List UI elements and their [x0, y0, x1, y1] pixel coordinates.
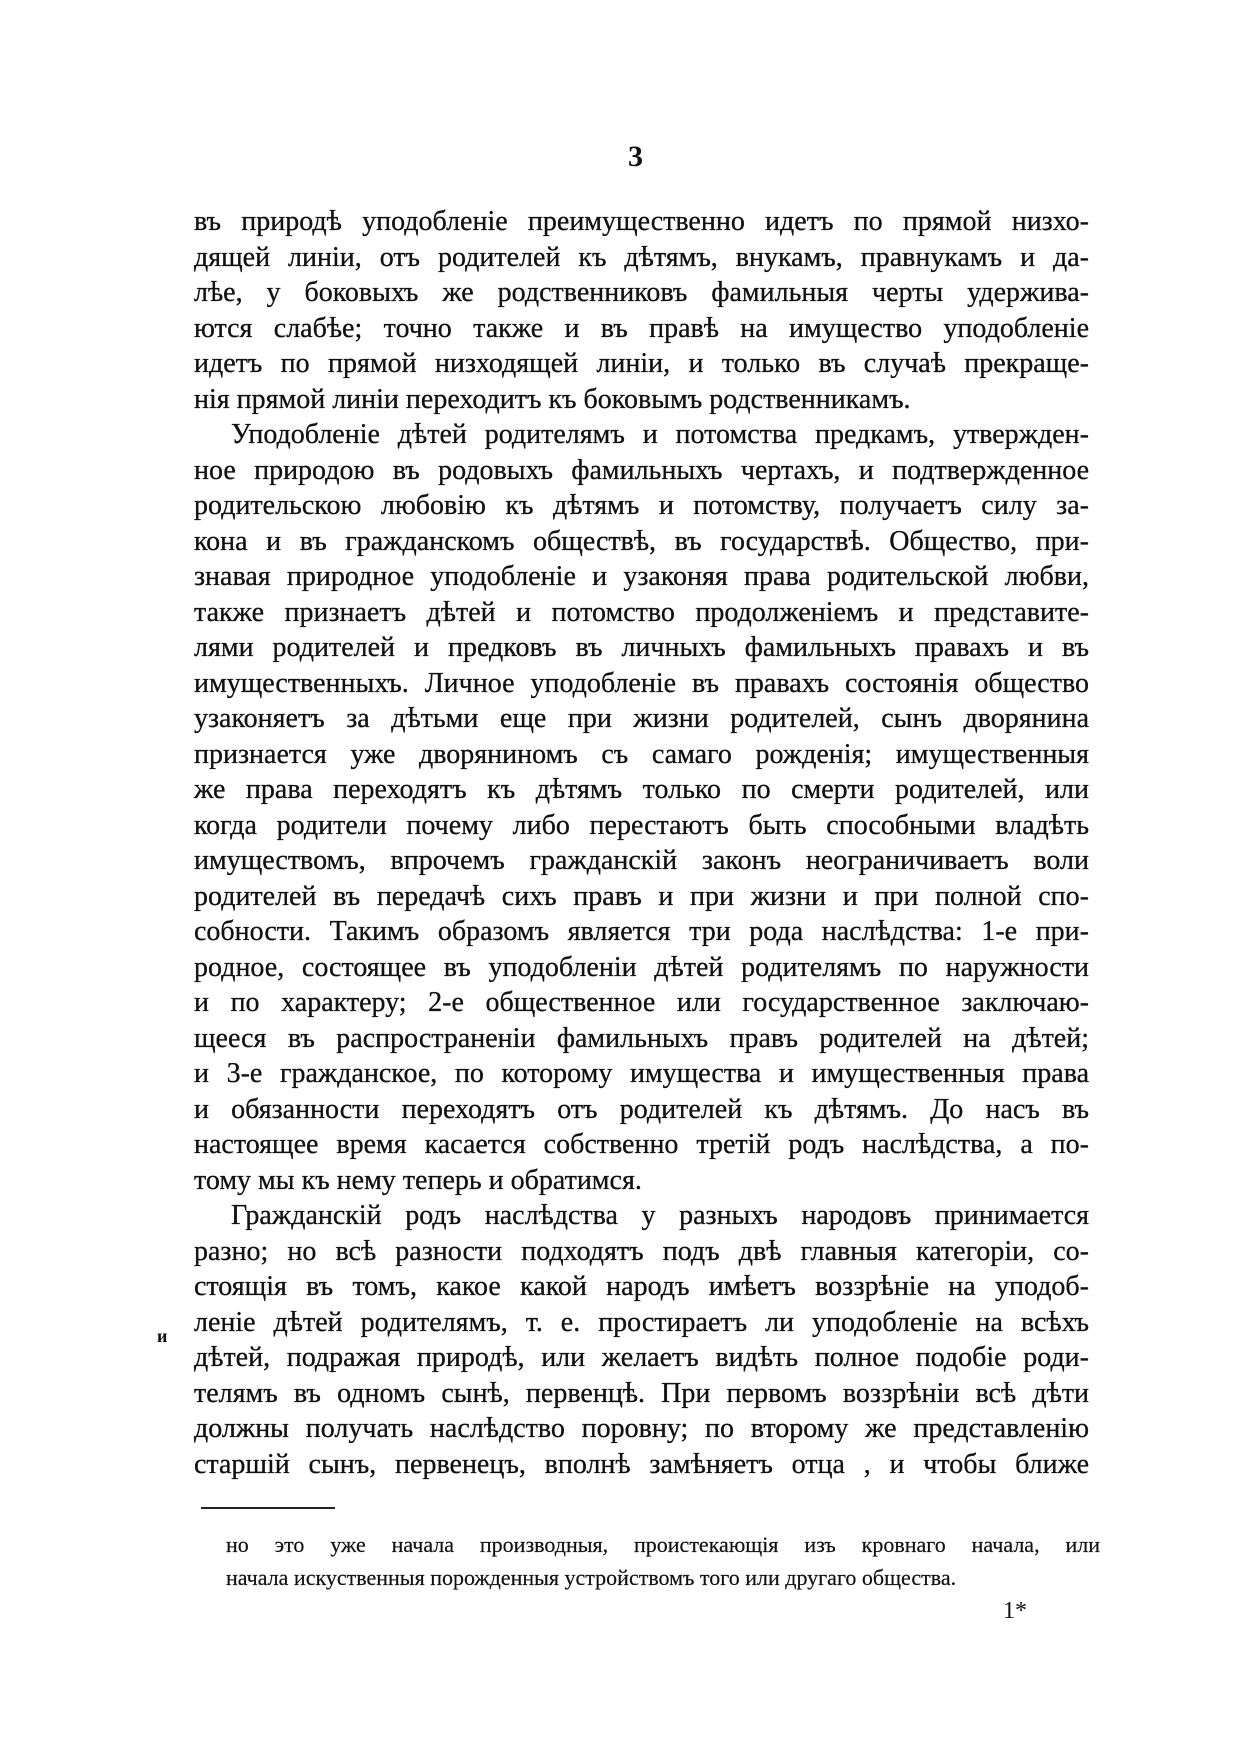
text-line: старшій сынъ, первенецъ, вполнѣ замѣняетъ отца , и чтобы ближе: [194, 1448, 1089, 1480]
text-line: родительскою любовію къ дѣтямъ и потомству, получаетъ силу за-: [194, 490, 1089, 521]
page-number: 3: [628, 140, 643, 173]
text-line: когда родители почему либо перестаютъ быть способными владѣть: [194, 809, 1089, 841]
text-line: должны получать наслѣдство поровну; по второму же представленію: [194, 1413, 1089, 1444]
text-line: въ природѣ уподобленіе преимущественно идетъ по прямой низхо-: [194, 206, 1089, 237]
signature-mark: 1*: [1003, 1598, 1027, 1624]
text-line: знавая природное уподобленіе и узаконяя права родительской любви,: [194, 561, 1089, 592]
text-line: и по характеру; 2-е общественное или государственное заключаю-: [194, 987, 1089, 1018]
text-line: ное природою въ родовыхъ фамильныхъ чертахъ, и подтвержденное: [194, 454, 1089, 486]
text-line: лями родителей и предковъ въ личныхъ фамильныхъ правахъ и въ: [194, 632, 1089, 663]
text-line: стоящія въ томъ, какое какой народъ имѣетъ воззрѣніе на уподоб-: [194, 1271, 1089, 1302]
text-line: имущественныхъ. Личное уподобленіе въ правахъ состоянія общество: [194, 667, 1089, 699]
text-line: нія прямой линіи переходитъ къ боковымъ родственникамъ.: [194, 383, 911, 415]
text-line: Гражданскій родъ наслѣдства у разныхъ народовъ принимается: [231, 1200, 1089, 1231]
text-line: кона и въ гражданскомъ обществѣ, въ государствѣ. Общество, при-: [194, 525, 1089, 557]
text-line: родное, состоящее въ уподобленіи дѣтей родителямъ по наружности: [194, 951, 1089, 983]
margin-mark: и: [157, 1326, 168, 1346]
text-line: леніе дѣтей родителямъ, т. е. простираетъ ли уподобленіе на всѣхъ: [194, 1306, 1089, 1338]
text-line: щееся въ распространеніи фамильныхъ правъ родителей на дѣтей;: [194, 1022, 1089, 1054]
text-line: узаконяетъ за дѣтьми еще при жизни родителей, сынъ дворянина: [194, 703, 1089, 734]
text-line: телямъ въ одномъ сынѣ, первенцѣ. При первомъ воззрѣніи всѣ дѣти: [194, 1377, 1089, 1409]
text-line: и 3-е гражданское, по которому имущества и имущественныя права: [194, 1058, 1089, 1089]
footnote-line: но это уже начала производныя, проистекающія изъ кровнаго начала, или: [226, 1532, 1100, 1557]
footnote-divider: [201, 1507, 335, 1509]
text-line: дѣтей, подражая природѣ, или желаетъ видѣть полное подобіе роди-: [194, 1342, 1089, 1373]
text-line: ются слабѣе; точно также и въ правѣ на имущество уподобленіе: [194, 312, 1089, 344]
text-line: признается уже дворяниномъ съ самаго рожденія; имущественныя: [194, 738, 1089, 770]
text-line: собности. Такимъ образомъ является три рода наслѣдства: 1-е при-: [194, 916, 1089, 947]
text-line: и обязанности переходятъ отъ родителей къ дѣтямъ. До насъ въ: [194, 1093, 1089, 1125]
text-line: родителей въ передачѣ сихъ правъ и при жизни и при полной спо-: [194, 880, 1089, 912]
text-line: также признаетъ дѣтей и потомство продолженіемъ и представите-: [194, 596, 1089, 628]
footnote-line: начала искуственныя порожденныя устройствомъ того или другаго общества.: [226, 1565, 957, 1590]
text-line: лѣе, у боковыхъ же родственниковъ фамильныя черты удержива-: [194, 277, 1089, 308]
text-line: имуществомъ, впрочемъ гражданскій законъ неограничиваетъ воли: [194, 845, 1089, 876]
text-line: разно; но всѣ разности подходятъ подъ двѣ главныя категоріи, со-: [194, 1235, 1089, 1267]
text-line: Уподобленіе дѣтей родителямъ и потомства предкамъ, утвержден-: [231, 419, 1089, 450]
text-line: настоящее время касается собственно третій родъ наслѣдства, а по-: [194, 1129, 1089, 1160]
text-line: тому мы къ нему теперь и обратимся.: [194, 1164, 642, 1196]
text-line: идетъ по прямой низходящей линіи, и только въ случаѣ прекраще-: [194, 348, 1089, 379]
text-line: дящей линіи, отъ родителей къ дѣтямъ, внукамъ, правнукамъ и да-: [194, 241, 1089, 273]
text-line: же права переходятъ къ дѣтямъ только по смерти родителей, или: [194, 774, 1089, 805]
